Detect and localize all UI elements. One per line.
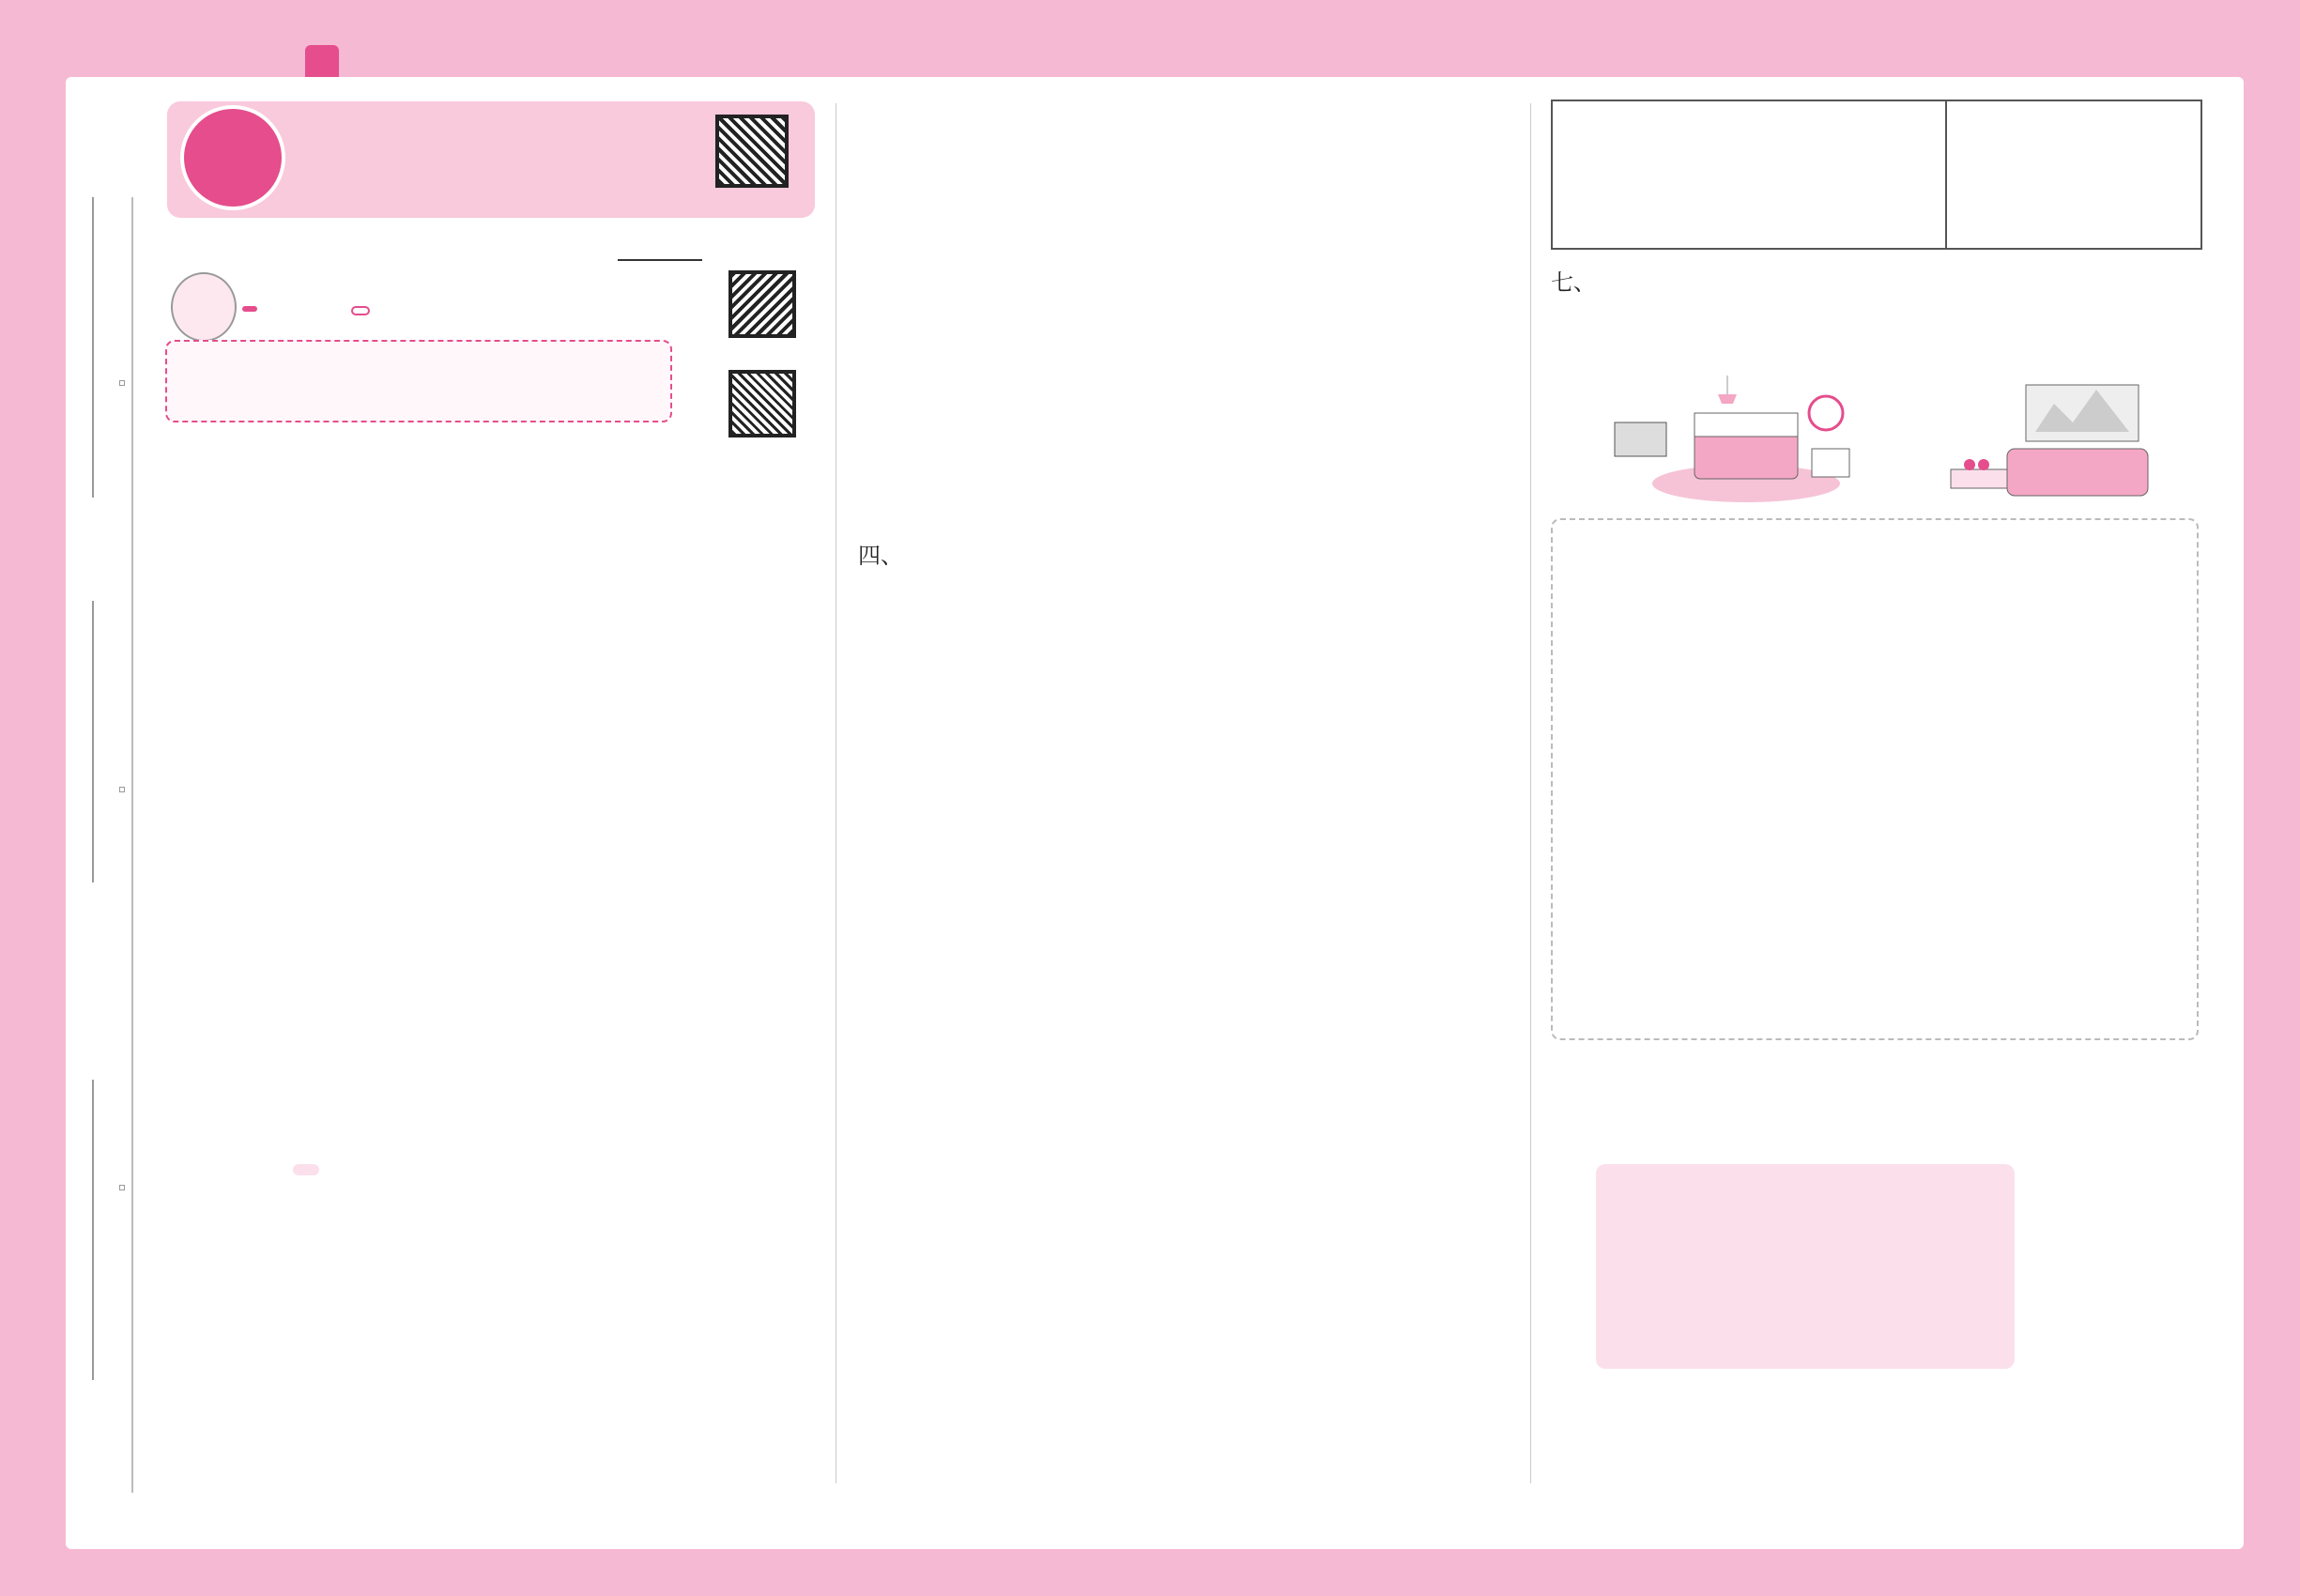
bedroom-picture [1596, 376, 1878, 507]
school-line [92, 1080, 94, 1380]
section-4-num: 四、 [858, 543, 903, 569]
living-room-picture [1941, 376, 2195, 507]
section-2-options [293, 1164, 319, 1175]
qr-code-1[interactable] [715, 115, 789, 188]
section-8-options-box [1596, 1164, 2015, 1369]
divider-2 [1530, 103, 1531, 1483]
jack-avatar [171, 272, 237, 342]
seal-mark-2 [119, 787, 125, 792]
brand-logo [180, 105, 285, 210]
qr-code-3[interactable] [728, 370, 796, 437]
theme-tag [242, 306, 257, 312]
name-line [92, 197, 94, 498]
seal-mark-1 [119, 380, 125, 386]
seal-line [131, 197, 133, 1493]
section-6-table [1551, 100, 2202, 250]
theme-name [351, 306, 370, 315]
table-divider [1945, 100, 1947, 250]
score-blank[interactable] [618, 259, 702, 261]
series-banner [305, 45, 339, 79]
qr-code-2[interactable] [728, 270, 796, 338]
theme-intro [165, 340, 672, 422]
seal-mark-3 [119, 1185, 125, 1190]
section-7-head-wrap: 七、 [1551, 269, 1596, 296]
diary-box [1551, 518, 2199, 1040]
class-line [92, 601, 94, 882]
